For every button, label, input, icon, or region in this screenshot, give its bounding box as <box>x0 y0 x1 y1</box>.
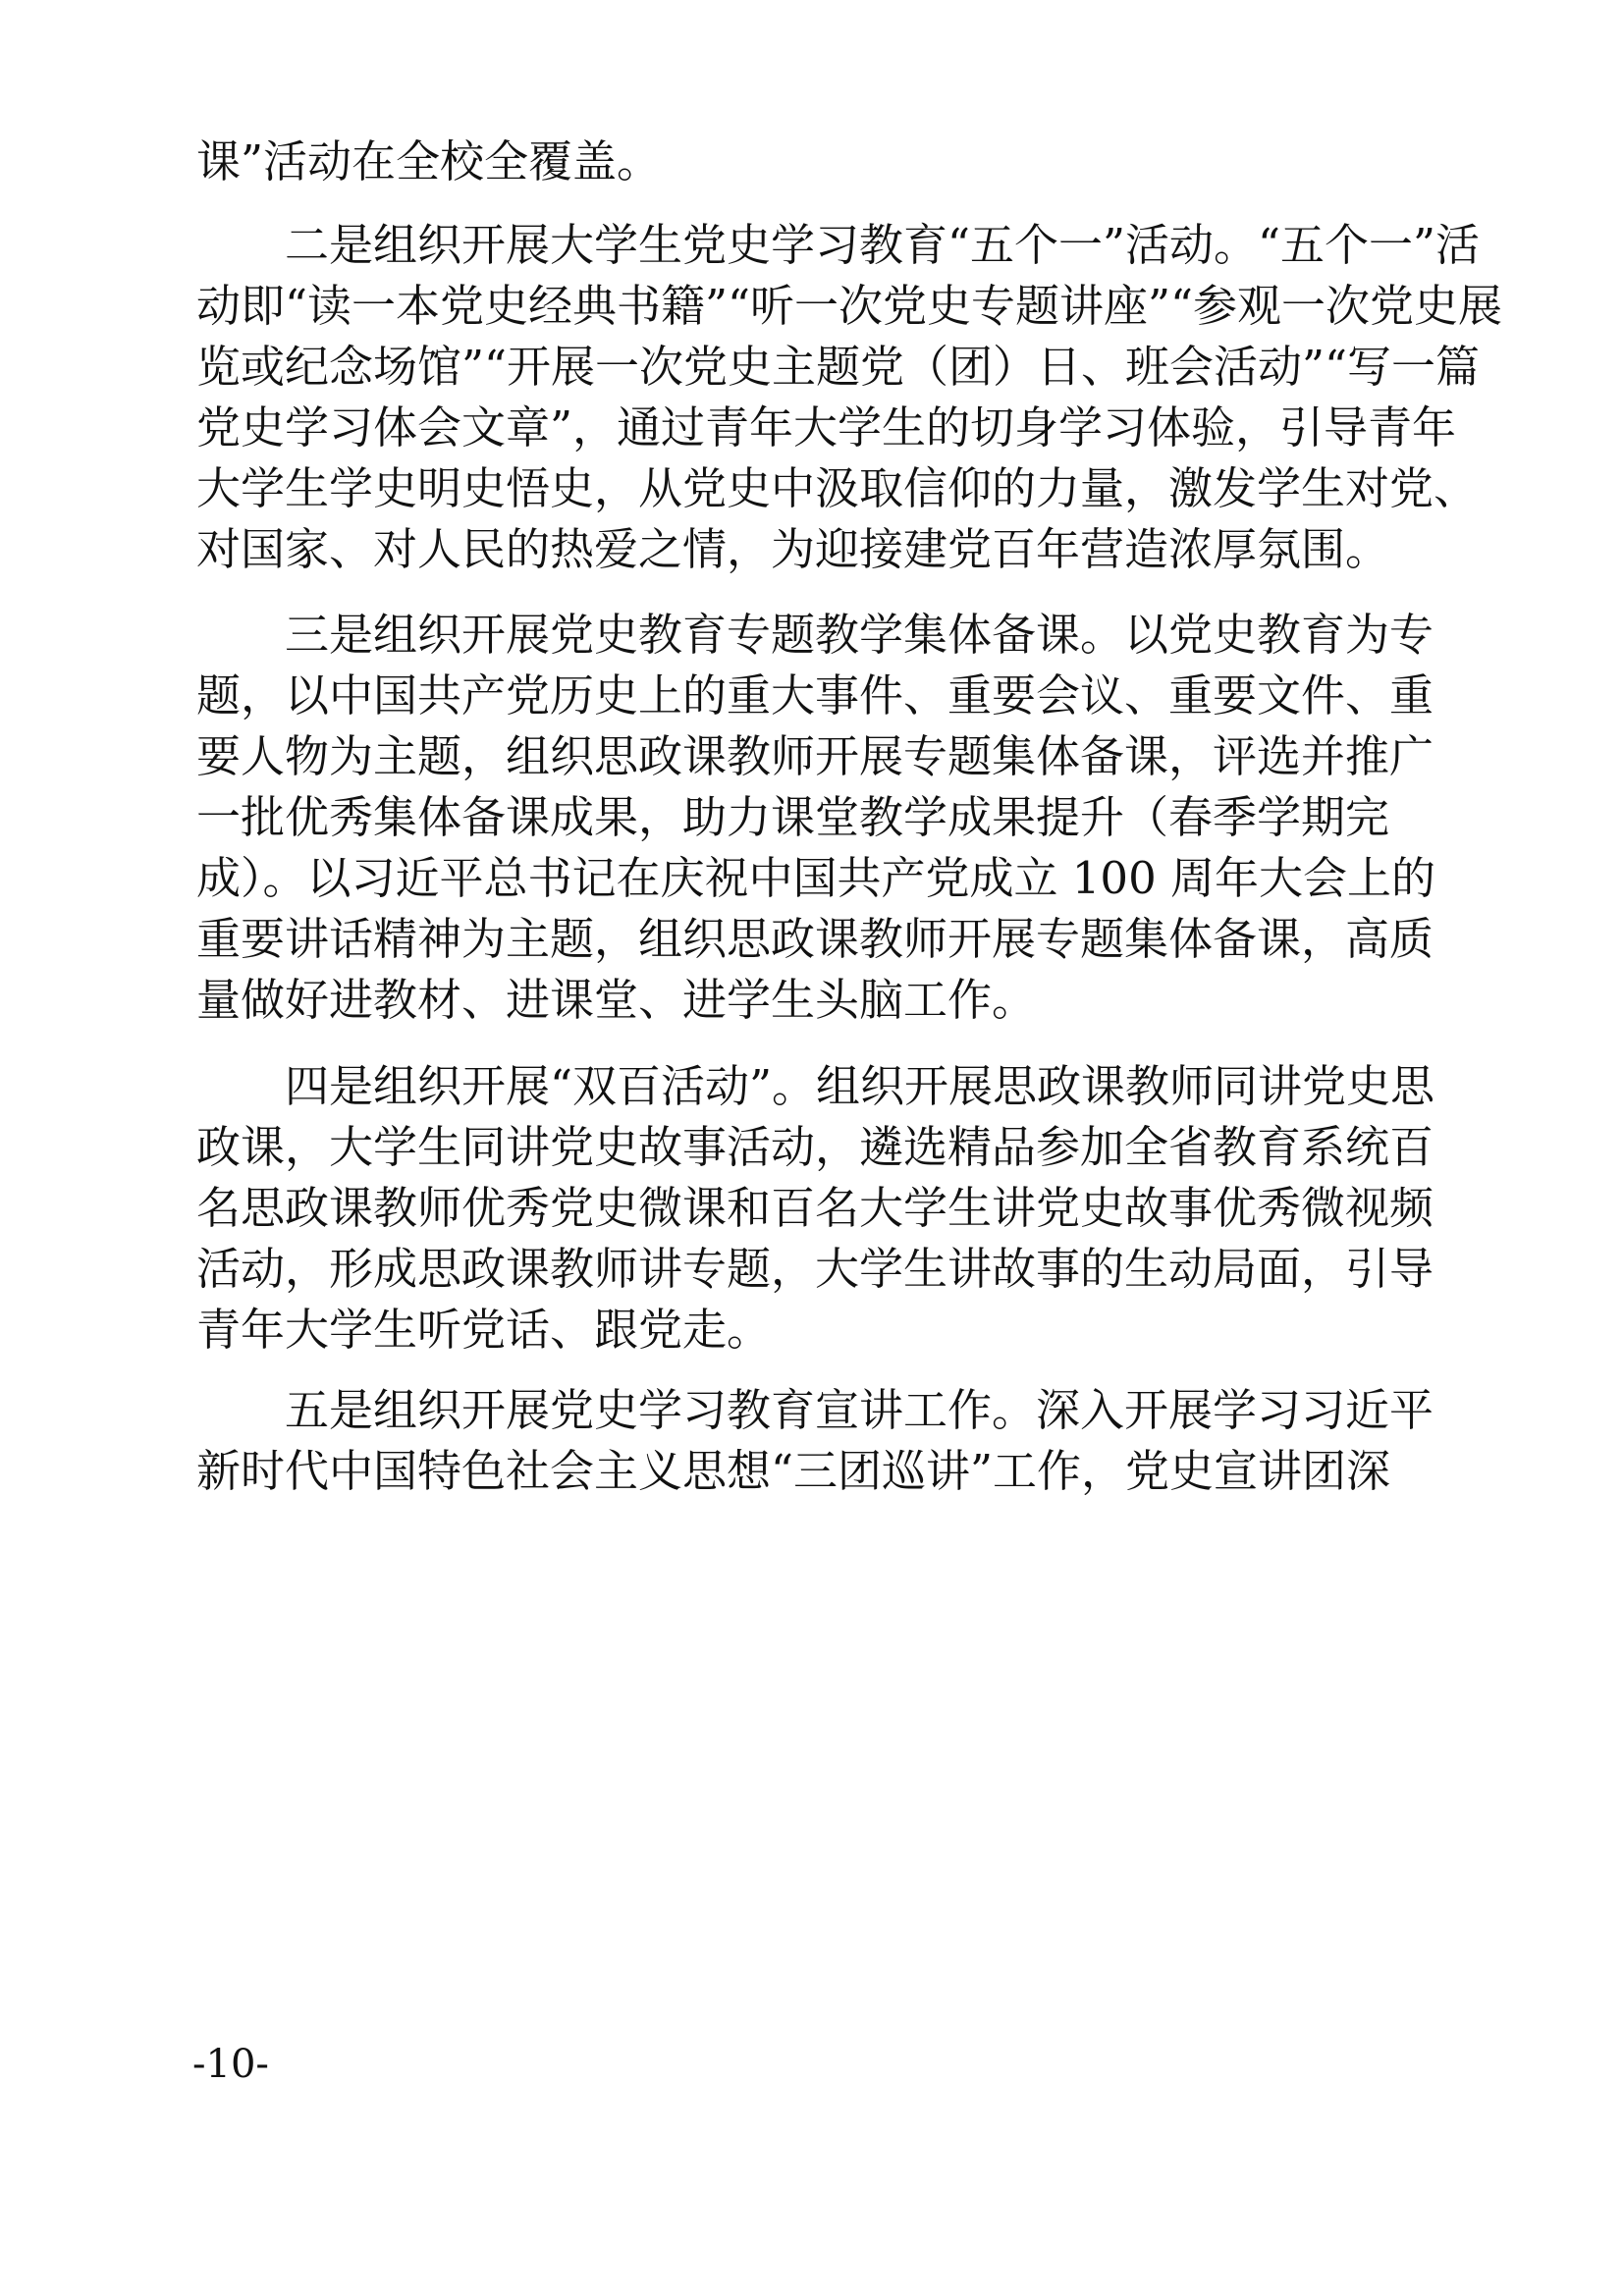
paragraph-2-line-1: 三是组织开展党史教育专题教学集体备课。以党史教育为专 <box>285 609 1434 661</box>
paragraph-1-line-2: 动即“读一本党史经典书籍”“听一次党史专题讲座”“参观一次党史展 <box>196 280 1503 332</box>
paragraph-4-line-2: 新时代中国特色社会主义思想“三团巡讲”工作，党史宣讲团深 <box>196 1445 1391 1497</box>
paragraph-2-line-6: 重要讲话精神为主题，组织思政课教师开展专题集体备课，高质 <box>196 913 1434 965</box>
paragraph-2-line-7: 量做好进教材、进课堂、进学生头脑工作。 <box>196 974 1037 1026</box>
paragraph-1-line-1: 二是组织开展大学生党史学习教育“五个一”活动。“五个一”活 <box>285 219 1481 271</box>
fragment-line: 课”活动在全校全覆盖。 <box>196 135 662 187</box>
paragraph-1-line-5: 大学生学史明史悟史，从党史中汲取信仰的力量，激发学生对党、 <box>196 462 1479 514</box>
paragraph-2-line-3: 要人物为主题，组织思政课教师开展专题集体备课，评选并推广 <box>196 730 1434 782</box>
page-number: -10- <box>192 2042 269 2087</box>
paragraph-1-line-3: 览或纪念场馆”“开展一次党史主题党（团）日、班会活动”“写一篇 <box>196 341 1481 393</box>
paragraph-2-line-2: 题，以中国共产党历史上的重大事件、重要会议、重要文件、重 <box>196 669 1434 721</box>
paragraph-2-line-4: 一批优秀集体备课成果，助力课堂教学成果提升（春季学期完 <box>196 791 1390 843</box>
paragraph-3-line-5: 青年大学生听党话、跟党走。 <box>196 1304 772 1356</box>
paragraph-3-line-4: 活动，形成思政课教师讲专题，大学生讲故事的生动局面，引导 <box>196 1243 1434 1295</box>
paragraph-3-line-1: 四是组织开展“双百活动”。组织开展思政课教师同讲党史思 <box>285 1060 1435 1112</box>
paragraph-1-line-4: 党史学习体会文章”，通过青年大学生的切身学习体验，引导青年 <box>196 401 1457 454</box>
paragraph-3-line-2: 政课，大学生同讲党史故事活动，遴选精品参加全省教育系统百 <box>196 1121 1434 1173</box>
paragraph-1-line-6: 对国家、对人民的热爱之情，为迎接建党百年营造浓厚氛围。 <box>196 523 1390 575</box>
paragraph-4-line-1: 五是组织开展党史学习教育宣讲工作。深入开展学习习近平 <box>285 1384 1434 1436</box>
paragraph-3-line-3: 名思政课教师优秀党史微课和百名大学生讲党史故事优秀微视频 <box>196 1182 1434 1234</box>
paragraph-2-line-5: 成）。以习近平总书记在庆祝中国共产党成立 100 周年大会上的 <box>196 852 1436 904</box>
